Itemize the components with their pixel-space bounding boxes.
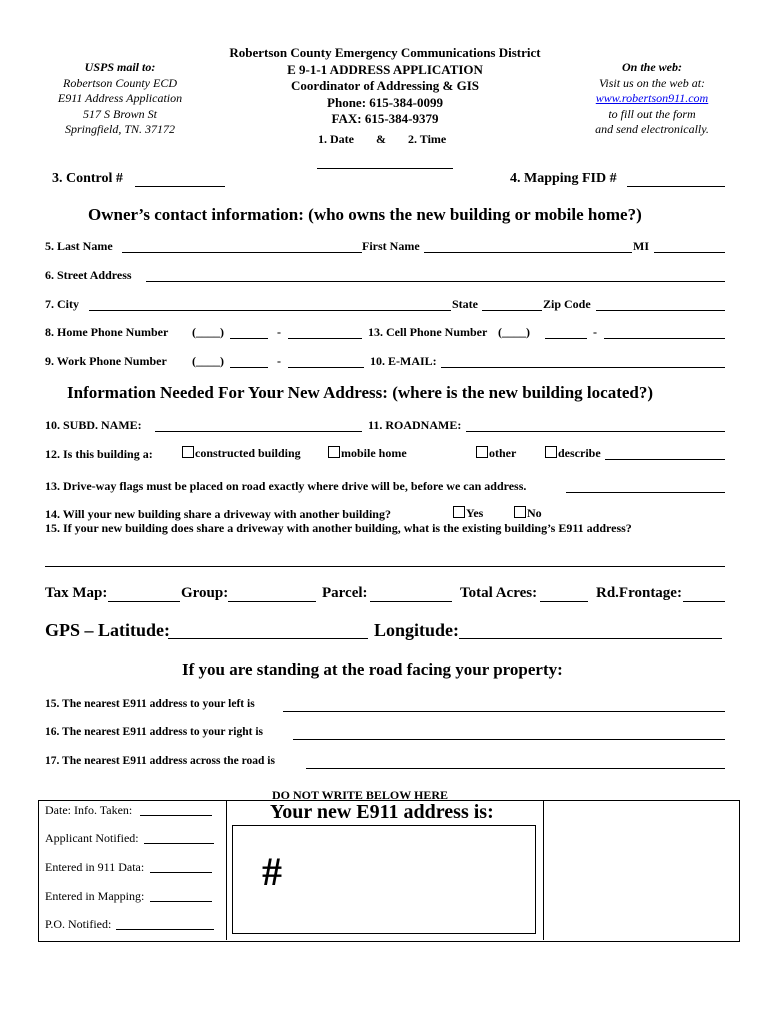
road-name-field[interactable] bbox=[466, 419, 725, 432]
control-field[interactable] bbox=[135, 174, 225, 187]
fax-line: FAX: 615-384-9379 bbox=[331, 111, 439, 126]
email-field[interactable] bbox=[441, 355, 725, 368]
street-address-field[interactable] bbox=[146, 269, 725, 282]
email-label: 10. E-MAIL: bbox=[370, 354, 437, 368]
web-line: to fill out the form bbox=[608, 106, 696, 121]
usps-line: Springfield, TN. 37172 bbox=[64, 122, 175, 136]
nearest-left-field[interactable] bbox=[283, 699, 725, 712]
existing-address-field[interactable] bbox=[45, 554, 725, 567]
state-field[interactable] bbox=[482, 298, 542, 311]
longitude-field[interactable] bbox=[459, 626, 722, 639]
do-not-write-notice: DO NOT WRITE BELOW HERE bbox=[272, 788, 449, 802]
option-label: other bbox=[489, 446, 517, 460]
usps-line: 517 S Brown St bbox=[83, 106, 157, 121]
rd-frontage-label: Rd.Frontage: bbox=[596, 585, 682, 601]
work-phone-label: 9. Work Phone Number bbox=[45, 354, 167, 368]
phone-line: Phone: 615-384-0099 bbox=[327, 94, 443, 110]
new-address-title: Your new E911 address is: bbox=[270, 801, 494, 823]
mobile-home-option[interactable] bbox=[328, 446, 407, 461]
work-phone-area-code[interactable]: (____) bbox=[192, 354, 224, 368]
option-label: describe bbox=[558, 446, 601, 460]
usps-line: E911 Address Application bbox=[57, 91, 183, 105]
checkbox-icon[interactable] bbox=[453, 506, 465, 518]
form-title: E 9-1-1 ADDRESS APPLICATION bbox=[287, 61, 483, 77]
mapping-fid-field[interactable] bbox=[627, 174, 725, 187]
other-option[interactable] bbox=[476, 446, 516, 461]
nearest-across-label: 17. The nearest E911 address across the road is bbox=[45, 755, 275, 767]
nearest-across-field[interactable] bbox=[306, 756, 725, 769]
checkbox-icon[interactable] bbox=[328, 446, 340, 458]
first-name-label: First Name bbox=[362, 239, 420, 253]
driveway-flags-note: 13. Drive-way flags must be placed on road exactly where drive will be, before we can address. bbox=[45, 479, 527, 493]
option-label: mobile home bbox=[341, 446, 407, 460]
web-line: and send electronically. bbox=[595, 122, 709, 136]
zip-field[interactable] bbox=[596, 298, 725, 311]
road-name-label: 11. ROADNAME: bbox=[368, 418, 462, 432]
checkbox-icon[interactable] bbox=[514, 506, 526, 518]
po-notified-label: P.O. Notified: bbox=[45, 917, 112, 931]
total-acres-label: Total Acres: bbox=[460, 585, 538, 601]
checkbox-icon[interactable] bbox=[182, 446, 194, 458]
applicant-notified-field[interactable] bbox=[144, 831, 214, 844]
control-label: 3. Control # bbox=[52, 171, 123, 186]
describe-option[interactable] bbox=[545, 446, 601, 461]
city-field[interactable] bbox=[89, 298, 451, 311]
last-name-label: 5. Last Name bbox=[45, 239, 113, 253]
home-phone-prefix-field[interactable] bbox=[230, 326, 268, 339]
coordinator-line: Coordinator of Addressing & GIS bbox=[290, 78, 480, 93]
group-label: Group: bbox=[181, 585, 229, 601]
state-label: State bbox=[452, 297, 478, 311]
share-driveway-question: 14. Will your new building share a driveway with another building? bbox=[45, 507, 391, 521]
usps-title: USPS mail to: bbox=[84, 60, 156, 74]
last-name-field[interactable] bbox=[122, 240, 362, 253]
parcel-label: Parcel: bbox=[322, 585, 368, 601]
existing-address-question: 15. If your new building does share a driveway with another building, what is the existing building’s E911 address? bbox=[45, 521, 632, 535]
road-facing-heading: If you are standing at the road facing your property: bbox=[182, 660, 563, 679]
date-time-field[interactable] bbox=[317, 156, 453, 169]
cell-phone-area-code[interactable]: (____) bbox=[498, 325, 530, 339]
dash: - bbox=[593, 325, 597, 339]
mi-field[interactable] bbox=[654, 240, 725, 253]
usps-line: Robertson County ECD bbox=[63, 75, 177, 90]
location-heading: Information Needed For Your New Address: (where is the new building located?) bbox=[67, 383, 654, 402]
owner-heading: Owner’s contact information: (who owns the new building or mobile home?) bbox=[88, 205, 642, 224]
po-notified-field[interactable] bbox=[116, 917, 214, 930]
first-name-field[interactable] bbox=[424, 240, 632, 253]
checkbox-icon[interactable] bbox=[476, 446, 488, 458]
cell-phone-label: 13. Cell Phone Number bbox=[368, 325, 488, 339]
date-info-taken-field[interactable] bbox=[140, 803, 212, 816]
entered-911-field[interactable] bbox=[150, 860, 212, 873]
option-label: constructed building bbox=[195, 446, 301, 460]
home-phone-area-code[interactable]: (____) bbox=[192, 325, 224, 339]
tax-map-field[interactable] bbox=[108, 589, 180, 602]
org-name: Robertson County Emergency Communications District bbox=[229, 45, 541, 60]
nearest-right-label: 16. The nearest E911 address to your right is bbox=[45, 726, 263, 738]
option-label: Yes bbox=[466, 506, 484, 520]
latitude-field[interactable] bbox=[168, 626, 368, 639]
checkbox-icon[interactable] bbox=[545, 446, 557, 458]
usps-mail-block bbox=[40, 60, 200, 138]
option-label: No bbox=[527, 506, 542, 520]
entered-911-label: Entered in 911 Data: bbox=[45, 860, 145, 874]
street-address-label: 6. Street Address bbox=[45, 268, 132, 282]
share-no-option[interactable] bbox=[514, 506, 542, 521]
tax-map-label: Tax Map: bbox=[45, 585, 108, 601]
entered-mapping-field[interactable] bbox=[150, 889, 212, 902]
amp-label: & bbox=[376, 132, 386, 146]
nearest-right-field[interactable] bbox=[293, 727, 725, 740]
group-field[interactable] bbox=[228, 589, 316, 602]
work-phone-prefix-field[interactable] bbox=[230, 355, 268, 368]
parcel-field[interactable] bbox=[370, 589, 452, 602]
time-label: 2. Time bbox=[408, 132, 447, 146]
share-yes-option[interactable] bbox=[453, 506, 483, 521]
rd-frontage-field[interactable] bbox=[683, 589, 725, 602]
building-type-question: 12. Is this building a: bbox=[45, 447, 153, 461]
latitude-label: GPS – Latitude: bbox=[45, 620, 171, 640]
office-divider bbox=[226, 800, 227, 940]
home-phone-line-field[interactable] bbox=[288, 326, 362, 339]
mapping-fid-label: 4. Mapping FID # bbox=[510, 171, 617, 186]
nearest-left-label: 15. The nearest E911 address to your left is bbox=[45, 698, 255, 710]
total-acres-field[interactable] bbox=[540, 589, 588, 602]
city-label: 7. City bbox=[45, 297, 79, 311]
applicant-notified-label: Applicant Notified: bbox=[45, 831, 139, 845]
entered-mapping-label: Entered in Mapping: bbox=[45, 889, 145, 903]
subd-name-label: 10. SUBD. NAME: bbox=[45, 418, 142, 432]
describe-field[interactable] bbox=[605, 447, 725, 460]
home-phone-label: 8. Home Phone Number bbox=[45, 325, 169, 339]
dash: - bbox=[277, 354, 281, 368]
cell-phone-prefix-field[interactable] bbox=[545, 326, 587, 339]
constructed-building-option[interactable] bbox=[182, 446, 301, 461]
mi-label: MI bbox=[633, 239, 649, 253]
date-label: 1. Date bbox=[318, 132, 354, 146]
work-phone-line-field[interactable] bbox=[288, 355, 364, 368]
web-title: On the web: bbox=[622, 60, 682, 74]
driveway-flags-field[interactable] bbox=[566, 480, 725, 493]
website-link[interactable]: www.robertson911.com bbox=[595, 91, 709, 105]
web-line: Visit us on the web at: bbox=[598, 75, 706, 90]
form-header bbox=[195, 45, 575, 128]
subd-name-field[interactable] bbox=[155, 419, 362, 432]
dash: - bbox=[277, 325, 281, 339]
longitude-label: Longitude: bbox=[374, 620, 460, 640]
hash-symbol: # bbox=[262, 849, 282, 894]
cell-phone-line-field[interactable] bbox=[604, 326, 725, 339]
office-divider bbox=[543, 800, 544, 940]
web-block bbox=[572, 60, 732, 138]
date-info-taken-label: Date: Info. Taken: bbox=[45, 803, 133, 817]
zip-label: Zip Code bbox=[543, 297, 591, 311]
